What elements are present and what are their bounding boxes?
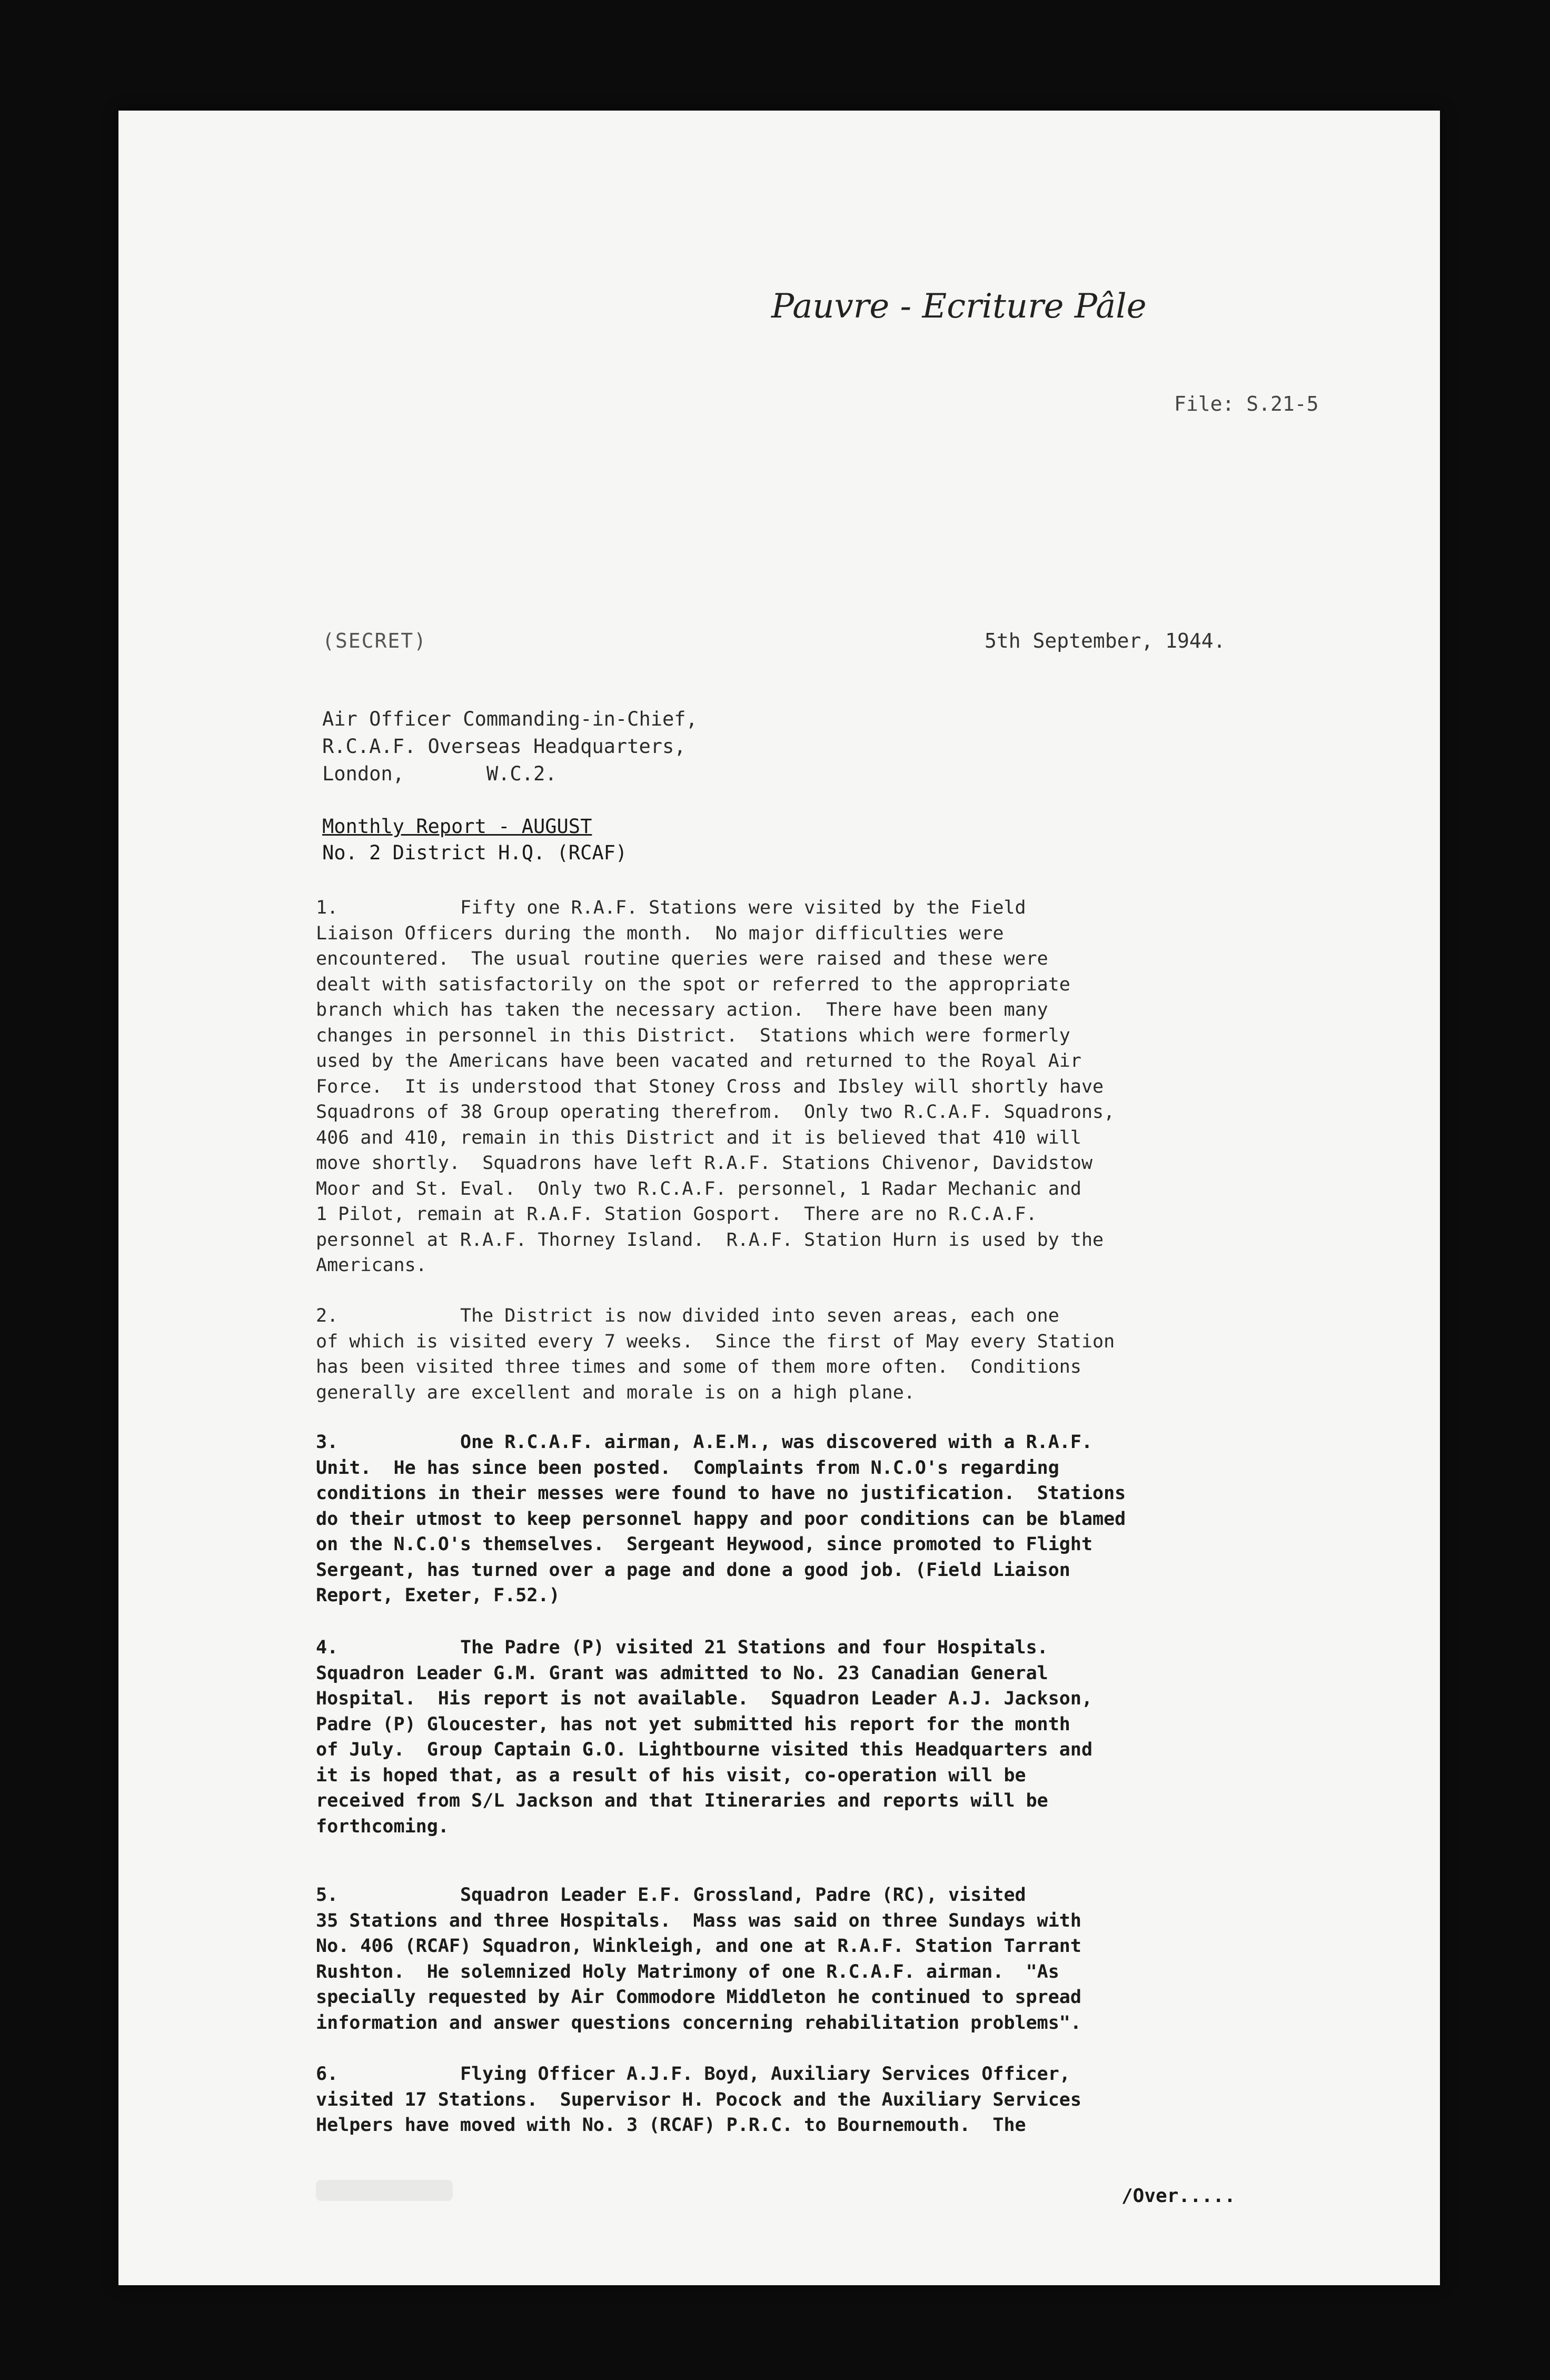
paragraph-number: 1. — [316, 897, 339, 918]
subject-block — [322, 814, 627, 866]
paragraph-line: information and answer questions concerning rehabilitation problems". — [316, 2012, 1081, 2034]
paragraph-line: Moor and St. Eval. Only two R.C.A.F. personnel, 1 Radar Mechanic and — [316, 1178, 1081, 1199]
paragraph-2 — [316, 1303, 1258, 1405]
paragraph-line — [316, 1430, 1258, 1455]
paragraph-line: it is hoped that, as a result of his visit, co-operation will be — [316, 1764, 1026, 1786]
paragraph-line — [316, 895, 1258, 921]
paragraph-line: conditions in their messes were found to have no justification. Stations — [316, 1483, 1126, 1504]
address-line: Air Officer Commanding-in-Chief, — [322, 708, 698, 730]
classification-marking: (SECRET) — [322, 629, 428, 652]
paragraph-number: 2. — [316, 1305, 339, 1326]
paragraph-line: changes in personnel in this District. Stations which were formerly — [316, 1025, 1070, 1046]
paragraph-line: move shortly. Squadrons have left R.A.F. Stations Chivenor, Davidstow — [316, 1153, 1093, 1174]
paragraph-line — [316, 1303, 1258, 1329]
paragraph-line: 1 Pilot, remain at R.A.F. Station Gosport. There are no R.C.A.F. — [316, 1204, 1037, 1225]
paragraph-line: Padre (P) Gloucester, has not yet submitted his report for the month — [316, 1713, 1070, 1735]
paragraph-line: Squadron Leader G.M. Grant was admitted to No. 23 Canadian General — [316, 1662, 1048, 1684]
paragraph-first-line-text: Flying Officer A.J.F. Boyd, Auxiliary Services Officer, — [338, 2064, 1070, 2085]
paragraph-line: Force. It is understood that Stoney Cross and Ibsley will shortly have — [316, 1076, 1104, 1097]
paragraph-line: Liaison Officers during the month. No major difficulties were — [316, 923, 1004, 944]
handwritten-note: Pauvre - Ecriture Pâle — [771, 287, 1147, 326]
paragraph-5 — [316, 1882, 1258, 2036]
paragraph-line: generally are excellent and morale is on a high plane. — [316, 1382, 915, 1403]
paragraph-line — [316, 1882, 1258, 1908]
paragraph-1 — [316, 895, 1258, 1278]
paragraph-number: 4. — [316, 1637, 339, 1658]
recipient-address — [322, 706, 698, 788]
paragraph-line: received from S/L Jackson and that Itineraries and reports will be — [316, 1790, 1048, 1811]
paragraph-line: dealt with satisfactorily on the spot or referred to the appropriate — [316, 974, 1070, 995]
paragraph-first-line-text: Fifty one R.A.F. Stations were visited by the Field — [338, 897, 1026, 918]
paragraph-line: visited 17 Stations. Supervisor H. Pocock and the Auxiliary Services — [316, 2089, 1081, 2110]
paragraph-line: Sergeant, has turned over a page and done a good job. (Field Liaison — [316, 1559, 1070, 1581]
paragraph-line: Report, Exeter, F.52.) — [316, 1585, 560, 1606]
document-date: 5th September, 1944. — [985, 629, 1226, 652]
paragraph-line: Americans. — [316, 1255, 427, 1276]
paragraph-number: 6. — [316, 2064, 339, 2085]
address-line: R.C.A.F. Overseas Headquarters, — [322, 735, 686, 758]
paragraph-line: No. 406 (RCAF) Squadron, Winkleigh, and one at R.A.F. Station Tarrant — [316, 1936, 1081, 1957]
paragraph-line — [316, 2061, 1258, 2087]
paragraph-line: do their utmost to keep personnel happy and poor conditions can be blamed — [316, 1508, 1126, 1530]
address-line: London, W.C.2. — [322, 762, 557, 785]
paragraph-first-line-text: Squadron Leader E.F. Grossland, Padre (RC), visited — [338, 1885, 1026, 1906]
paragraph-line: Helpers have moved with No. 3 (RCAF) P.R.C. to Bournemouth. The — [316, 2115, 1026, 2136]
paragraph-line: Squadrons of 38 Group operating therefrom. Only two R.C.A.F. Squadrons, — [316, 1102, 1115, 1123]
paragraph-line: on the N.C.O's themselves. Sergeant Heywood, since promoted to Flight — [316, 1534, 1093, 1555]
paragraph-line: 35 Stations and three Hospitals. Mass was said on three Sundays with — [316, 1910, 1081, 1931]
paragraph-line — [316, 1635, 1258, 1661]
paragraph-line: Rushton. He solemnized Holy Matrimony of one R.C.A.F. airman. "As — [316, 1961, 1059, 1982]
paragraph-number: 5. — [316, 1885, 339, 1906]
paragraph-line: used by the Americans have been vacated and returned to the Royal Air — [316, 1050, 1081, 1072]
continuation-marker: /Over..... — [1121, 2185, 1236, 2207]
paragraph-line: has been visited three times and some of them more often. Conditions — [316, 1356, 1081, 1377]
paragraph-6 — [316, 2061, 1258, 2138]
subject-subtitle: No. 2 District H.Q. (RCAF) — [322, 841, 628, 864]
paragraph-line: forthcoming. — [316, 1816, 449, 1837]
paragraph-line: of July. Group Captain G.O. Lightbourne visited this Headquarters and — [316, 1739, 1093, 1760]
paragraph-first-line-text: The Padre (P) visited 21 Stations and four Hospitals. — [338, 1637, 1048, 1658]
file-reference: File: S.21-5 — [1174, 392, 1319, 415]
paragraph-line: encountered. The usual routine queries were raised and these were — [316, 948, 1048, 969]
smudge-mark — [316, 2180, 453, 2201]
paragraph-line: of which is visited every 7 weeks. Since the first of May every Station — [316, 1331, 1115, 1352]
paragraph-line: specially requested by Air Commodore Middleton he continued to spread — [316, 1987, 1081, 2008]
paragraph-line: personnel at R.A.F. Thorney Island. R.A.F. Station Hurn is used by the — [316, 1229, 1104, 1251]
paragraph-number: 3. — [316, 1432, 339, 1453]
paragraph-line: branch which has taken the necessary action. There have been many — [316, 999, 1048, 1020]
paragraph-first-line-text: The District is now divided into seven areas, each one — [338, 1305, 1059, 1326]
paragraph-line: Hospital. His report is not available. Squadron Leader A.J. Jackson, — [316, 1688, 1093, 1709]
paragraph-3 — [316, 1430, 1258, 1609]
paragraph-line: Unit. He has since been posted. Complaints from N.C.O's regarding — [316, 1457, 1059, 1479]
paragraph-first-line-text: One R.C.A.F. airman, A.E.M., was discovered with a R.A.F. — [338, 1432, 1093, 1453]
subject-title: Monthly Report - AUGUST — [322, 815, 592, 838]
paragraph-4 — [316, 1635, 1258, 1839]
paragraph-line: 406 and 410, remain in this District and it is believed that 410 will — [316, 1127, 1081, 1148]
